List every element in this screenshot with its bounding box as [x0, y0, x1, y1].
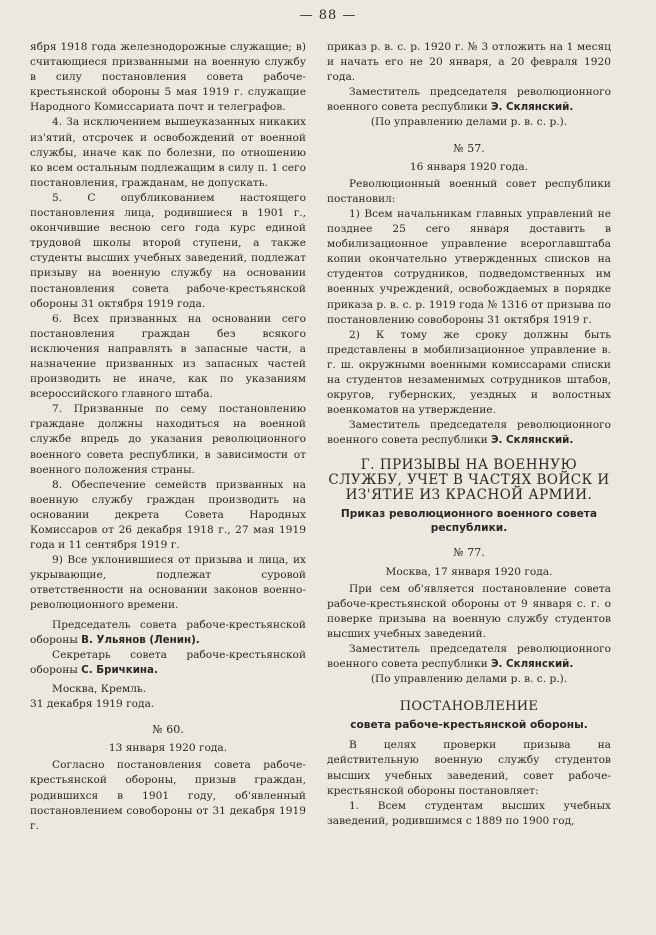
- order-number-77: № 77.: [453, 546, 485, 560]
- left-column: [30, 40, 306, 834]
- note-1: (По управлению делами р. в. с. р.).: [370, 116, 568, 129]
- signature-sklyansky-3: Заместитель председателя революционного военного совета республики Э. Склянский.: [327, 643, 611, 671]
- left-paragraph-4: 6. Всех призванных на основании сего постановления граждан без всякого исключения направлять в запасные части, а назначение призванных из запасных частей производить не иначе, как по указаниям всероссийского главного штаба.: [30, 312, 306, 401]
- resolution-subheading: совета рабоче-крестьянской обороны.: [350, 719, 588, 732]
- right-paragraph-7: 1. Всем студентам высших учебных заведений, родившимся с 1889 по 1900 год,: [327, 799, 611, 827]
- date-line: 31 декабря 1919 года.: [30, 698, 155, 711]
- left-paragraph-6: 8. Обеспечение семейств призванных на военную службу граждан производить на основании декрета Совета Народных Комиссаров от 26 декабря 1918 г., 27 мая 1919 года и 11 сентября 1919 г.: [30, 478, 306, 552]
- order-date-77: Москва, 17 января 1920 года.: [385, 565, 553, 578]
- signature-brichkina: Секретарь совета рабоче-крестьянской обороны С. Бричкина.: [30, 648, 306, 676]
- left-paragraph-1: ября 1918 года железнодорожные служащие; в) считающиеся призванными на военную службу в силу постановления совета рабоче-крестьянской обороны 5 мая 1919 г. служащие Народного Комиссариата почт и телеграфов.: [30, 41, 306, 114]
- left-paragraph-8: Согласно постановления совета рабоче-крестьянской обороны, призыв граждан, родившихся в 1901 году, об'явленный постановлением совобороны от 31 декабря 1919 г.: [30, 759, 306, 832]
- order-heading: Приказ революционного военного совета республики.: [340, 508, 598, 535]
- left-paragraph-2: 4. За исключением вышеуказанных никаких из'ятий, отсрочек и освобождений от военной службы, иначе как по болезни, по отношению ко всем остальным подлежащим в силу п. 1 сего постановления, гражданам, не допускать.: [30, 116, 306, 189]
- order-date-60: 13 января 1920 года.: [108, 742, 228, 755]
- signature-sklyansky-2: Заместитель председателя революционного военного совета республики Э. Склянский.: [327, 419, 611, 447]
- order-number-57: № 57.: [453, 141, 485, 155]
- page-number: — 88 —: [299, 8, 357, 23]
- signature-lenin: Председатель совета рабоче-крестьянской обороны В. Ульянов (Ленин).: [30, 618, 306, 646]
- right-paragraph-4: 2) К тому же сроку должны быть представлены в мобилизационное управление в. г. ш. окружными военными комиссарами списки на студентов незаменимых сотрудников штабов, округов, губернских, уездных и волостных военкоматов на утверждение.: [327, 328, 611, 417]
- right-paragraph-5: При сем об'является постановление совета рабоче-крестьянской обороны от 9 января с. г. о поверке призыва на военную службу студентов высших учебных заведений.: [327, 582, 611, 640]
- right-column: [327, 40, 611, 829]
- resolution-heading: ПОСТАНОВЛЕНИЕ: [399, 699, 539, 715]
- right-paragraph-2: Революционный военный совет республики постановил:: [327, 177, 611, 205]
- signature-sklyansky-1: Заместитель председателя революционного военного совета республики Э. Склянский.: [327, 86, 611, 114]
- left-paragraph-5: 7. Призванные по сему постановлению граждане должны находиться на военной службе впредь до указания революционного военного совета республики, в зависимости от военного положения страны.: [30, 403, 306, 476]
- right-paragraph-3: 1) Всем начальникам главных управлений не позднее 25 сего января доставить в мобилизационное управление всероглавштаба копии окончательно утвержденных списков на студентов сотрудников, подведомственных им военных учреждений, освобождаемых в порядке приказа р. в. с. р. 1919 года № 1316 от призыва по постановлению совобороны 31 октября 1919 г.: [327, 207, 611, 326]
- place: Москва, Кремль.: [52, 682, 147, 695]
- order-date-57: 16 января 1920 года.: [409, 160, 529, 173]
- section-heading: Г. ПРИЗЫВЫ НА ВОЕННУЮ СЛУЖБУ, УЧЕТ В ЧАСТЯХ ВОЙСК И ИЗ'ЯТИЕ ИЗ КРАСНОЙ АРМИИ.: [328, 457, 610, 504]
- left-paragraph-3: 5. С опубликованием настоящего постановления лица, родившиеся в 1901 г., окончившие весною сего года курс единой трудовой школы второй ступени, а также студенты высших учебных заведений, подлежат призыву на военную службу на основании постановления совета рабоче-крестьянской обороны 31 октября 1919 года.: [30, 191, 306, 310]
- order-number-60: № 60.: [152, 723, 184, 737]
- left-paragraph-7: 9) Все уклонившиеся от призыва и лица, их укрывающие, подлежат суровой ответственности на основании законов военно-революционного времени.: [30, 554, 306, 612]
- note-2: (По управлению делами р. в. с. р.).: [370, 673, 568, 686]
- right-paragraph-1: приказ р. в. с. р. 1920 г. № 3 отложить на 1 месяц и начать его не 20 января, а 20 февраля 1920 года.: [327, 41, 611, 84]
- right-paragraph-6: В целях проверки призыва на действительную военную службу студентов высших учебных заведений, совет рабоче-крестьянской обороны постановляет:: [327, 739, 611, 797]
